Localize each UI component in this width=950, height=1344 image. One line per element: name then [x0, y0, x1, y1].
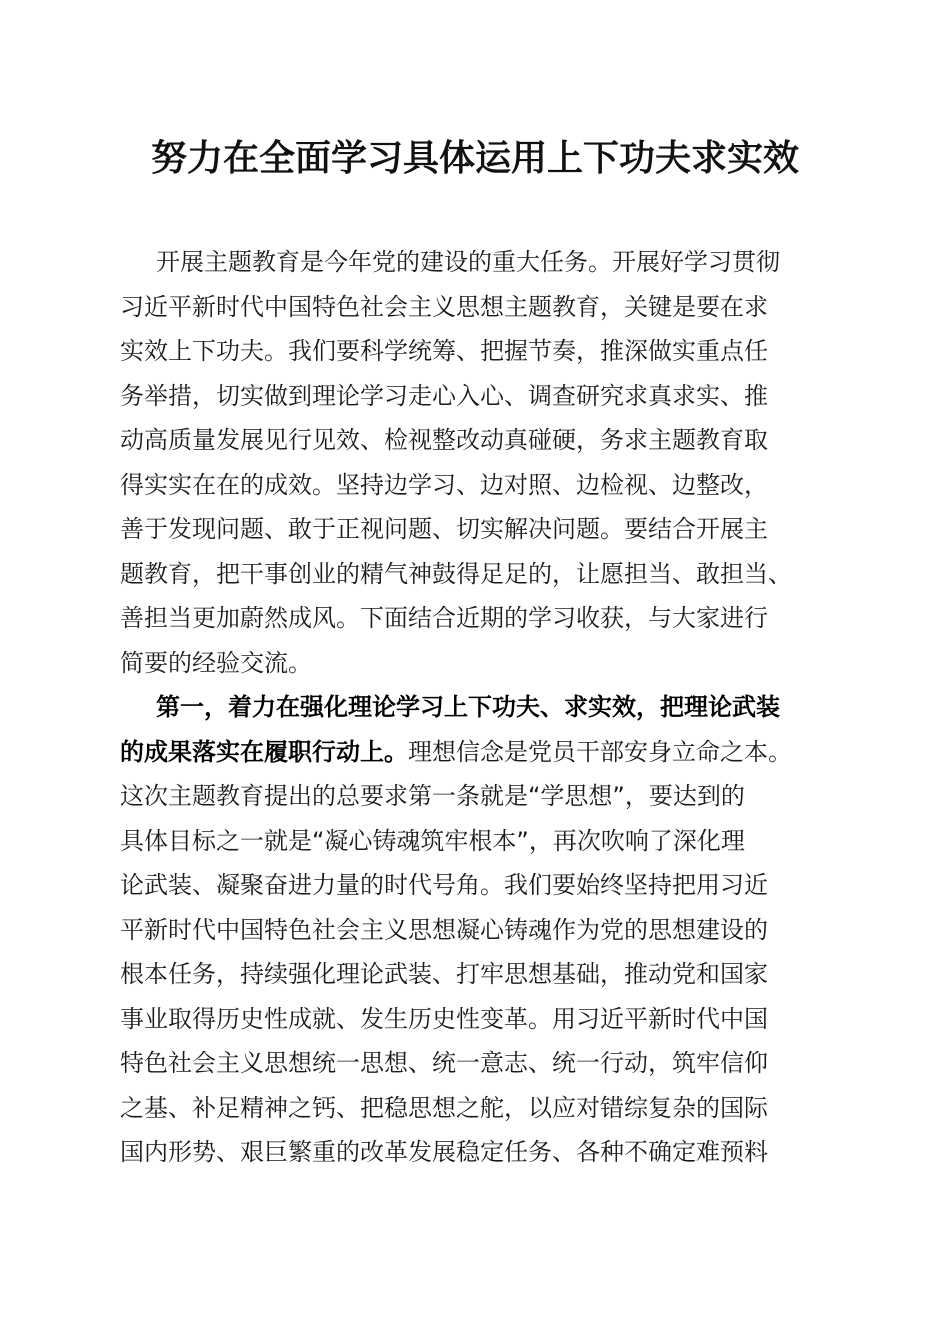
- document-title: 努力在全面学习具体运用上下功夫求实效: [150, 137, 799, 179]
- text-line: 习近平新时代中国特色社会主义思想主题教育，关键是要在求: [120, 292, 768, 321]
- text-line: 论武装、凝聚奋进力量的时代号角。我们要始终坚持把用习近: [120, 871, 768, 899]
- text-line: 国内形势、艰巨繁重的改革发展稳定任务、各种不确定难预料: [120, 1138, 768, 1166]
- text-line: 简要的经验交流。: [120, 648, 312, 677]
- text-line: 动高质量发展见行见效、检视整改动真碰硬，务求主题教育取: [120, 426, 768, 454]
- text-line: 务举措，切实做到理论学习走心入心、调查研究求真求实、推: [120, 381, 768, 410]
- text-line: 特色社会主义思想统一思想、统一意志、统一行动，筑牢信仰: [120, 1049, 768, 1077]
- paragraph-1: [120, 240, 830, 685]
- text-line: 开展主题教育是今年党的建设的重大任务。开展好学习贯彻: [156, 248, 780, 276]
- text-segment: 理想信念是党员干部安身立命之本。: [408, 737, 792, 766]
- text-line: 善于发现问题、敢于正视问题、切实解决问题。要结合开展主: [120, 515, 768, 543]
- text-line: 具体目标之一就是“凝心铸魂筑牢根本”，再次吹响了深化理: [120, 826, 745, 855]
- text-line: 题教育，把干事创业的精气神鼓得足足的，让愿担当、敢担当、: [120, 559, 792, 588]
- bold-heading-line: 第一，着力在强化理论学习上下功夫、求实效，把理论武装: [156, 693, 780, 721]
- text-line: 实效上下功夫。我们要科学统筹、把握节奏，推深做实重点任: [120, 337, 768, 365]
- bold-heading-segment: 的成果落实在履职行动上。: [120, 737, 408, 766]
- paragraph-2: [120, 685, 830, 1175]
- document-body: [120, 240, 830, 1175]
- text-line: [120, 730, 830, 775]
- text-line: 善担当更加蔚然成风。下面结合近期的学习收获，与大家进行: [120, 604, 768, 632]
- text-line: 根本任务，持续强化理论武装、打牢思想基础，推动党和国家: [120, 960, 768, 988]
- text-line: 平新时代中国特色社会主义思想凝心铸魂作为党的思想建设的: [120, 915, 768, 944]
- text-line: 事业取得历史性成就、发生历史性变革。用习近平新时代中国: [120, 1004, 768, 1033]
- text-line: 之基、补足精神之钙、把稳思想之舵，以应对错综复杂的国际: [120, 1093, 768, 1122]
- text-line: 得实实在在的成效。坚持边学习、边对照、边检视、边整改，: [120, 470, 768, 499]
- text-line: 这次主题教育提出的总要求第一条就是“学思想”，要达到的: [120, 782, 745, 810]
